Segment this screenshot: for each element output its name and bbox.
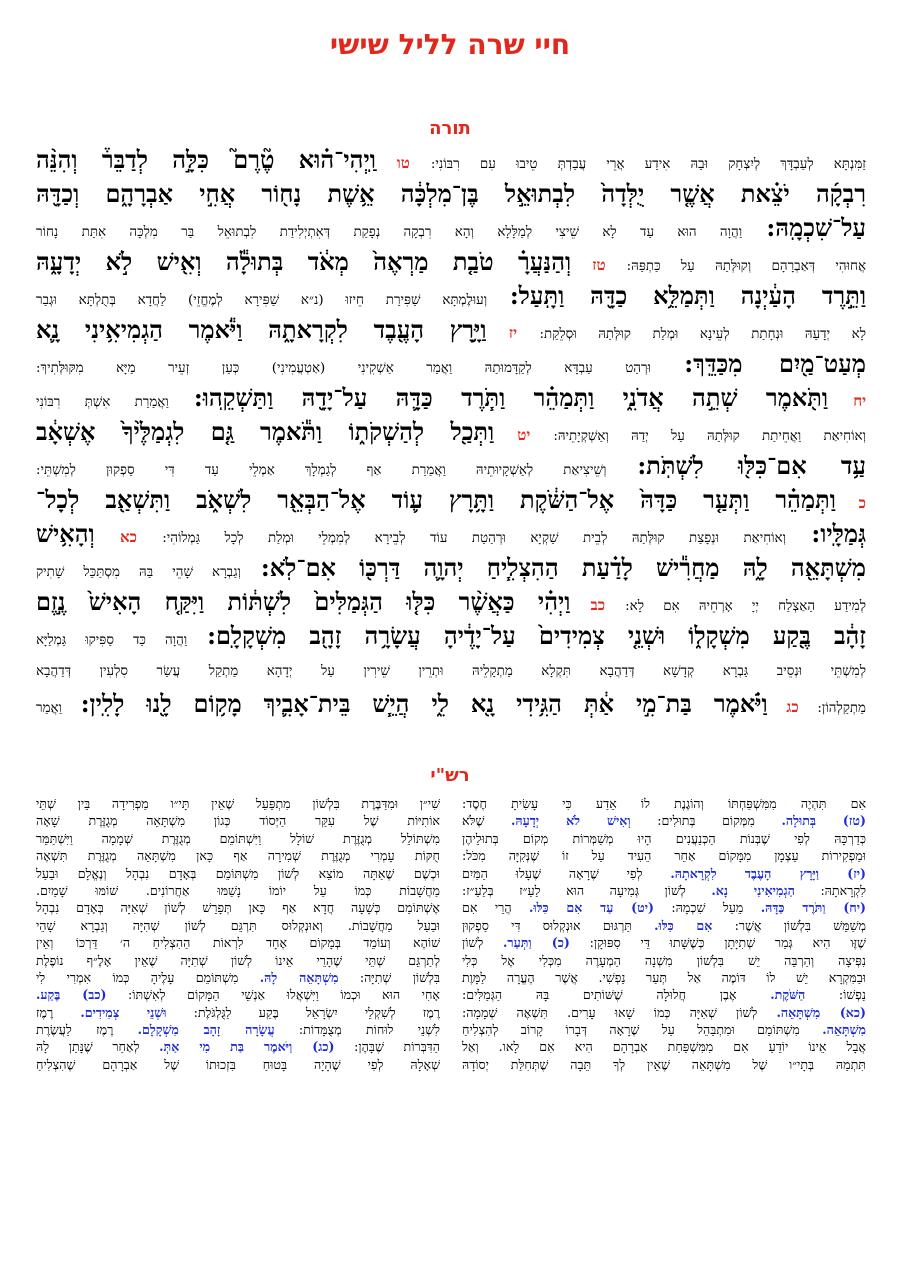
rashi-text: לְשׁוֹן שְׁאִיָּה כְּמוֹ שָׁאוּ עָרִים. תִּשְׁאֶה שְׁמָמָה: xyxy=(462,1004,758,1020)
torah-text: מַתְקַלְהוֹן: xyxy=(817,701,866,716)
torah-text: וְהָאִ֥ישׁ xyxy=(36,519,95,548)
torah-text: וּרְהַט עַבְדָּא לְקַדָּמוּתַהּ וַאֲמַר אַשְׁקִינִי (אַטְעֲמִינִי) כְּעַן זְעֵיר מַיָּא מִקּוּלְּתִיךְ: xyxy=(36,361,651,376)
rashi-text: שֶׁלֹּא xyxy=(462,813,485,829)
rashi-text: מִשְׁתּוֹלֵל מְגֻזֶּרֶת שׁוֹלָל וַיִּשְׁתּוֹמֵם מְגֻזֶּרֶת שְׁמָמָה וַיִּשְׁתַּמֵּר xyxy=(36,830,440,846)
verse-number: טז xyxy=(592,256,606,274)
torah-text: אֲחוּהִי דְּאַבְרָהָם וְקוּלְּתַהּ עַל כַּתְפַּהּ: xyxy=(626,259,866,274)
rashi-line xyxy=(36,1004,440,1021)
rashi-line xyxy=(36,830,440,847)
torah-text: וַאֲמַר xyxy=(36,701,62,716)
torah-line xyxy=(36,279,866,313)
rashi-line xyxy=(36,1021,440,1038)
torah-text: וַתְּמַהֵ֗ר וַתְּעַ֤ר כַּדָּהּ֙ אֶל־הַשֹּׁ֔קֶת וַתָּ֥רָץ ע֛וֹד אֶל־הַבְּאֵ֖ר לִשְׁאֹ֑ב וַתִּשְׁאַ֖ב לְכָל־ xyxy=(36,485,836,514)
torah-text: וַיָּ֥רָץ הָעֶ֖בֶד לִקְרָאתָ֑הּ וַיֹּ֕אמֶר הַגְמִיאִ֥ינִי נָ֛א xyxy=(36,315,487,344)
rashi-keyword: (טז) בְּתוּלָה. xyxy=(781,813,866,829)
rashi-line xyxy=(462,865,866,882)
rashi-keyword: (יז) וַיָּרָץ הָעֶבֶד לִקְרָאתָהּ. xyxy=(670,865,866,881)
rashi-keyword: וְאִישׁ לֹא יְדָעָהּ. xyxy=(510,813,631,829)
verse-number: כג xyxy=(786,698,799,716)
torah-text: וְעוּלֶמְתָּא שַׁפִּירַת חֵיזוּ (נ״א שַׁפִּירָא לְמֶחֱזֵי) לַחֲדָא בְּתֻלְתָּא וּגְבַר xyxy=(36,293,488,308)
rashi-line xyxy=(36,795,440,812)
torah-text: וְשֵׁיצִיאַת לְאַשְׁקָיוּתֵיהּ וַאֲמַרַת אַף לְגַמְלָךְ אַמְלֵי עַד דִּי סַפְקוּן לְמִשְׁתֵּי: xyxy=(36,463,607,478)
rashi-text: לְפִי שֶׁרָאָה שֶׁעָלוּ הַמַּיִם xyxy=(462,865,643,881)
rashi-line xyxy=(462,812,866,829)
torah-line xyxy=(36,143,866,177)
rashi-keyword: (כא) מִשְׁתָּאֵה. xyxy=(776,1004,866,1020)
rashi-keyword: (כג) וַיֹּאמֶר בַּת מִי אַתְּ. xyxy=(159,1039,335,1055)
rashi-keyword: הַגְמִיאִינִי נָא. xyxy=(711,882,795,898)
rashi-keyword: (כב) בֶּקַע. xyxy=(36,987,107,1003)
torah-line xyxy=(36,483,866,517)
rashi-line xyxy=(462,986,866,1003)
rashi-line xyxy=(36,1056,440,1073)
verse-number: יט xyxy=(517,426,531,444)
rashi-line xyxy=(462,882,866,899)
rashi-line xyxy=(36,952,440,969)
rashi-line xyxy=(462,1004,866,1021)
rashi-text: אוֹתִיּוֹת שֶׁל עִקַּר הַיְּסוֹד כְּגוֹן מִשְׁתָּאֵה מְגֻזֶּרֶת שָׁאָה xyxy=(36,813,440,829)
rashi-keyword: וּשְׁנֵי צְמִידִים. xyxy=(80,1004,167,1020)
torah-line xyxy=(36,687,866,721)
verse-number: כא xyxy=(119,528,137,546)
rashi-column-right xyxy=(462,795,866,1073)
rashi-text: לְשׁוֹן xyxy=(462,935,484,951)
rashi-line xyxy=(36,847,440,864)
rashi-text: לִקְרָאתָהּ: xyxy=(820,882,866,898)
rashi-text: רֶמֶז לַעֲשֶׂרֶת xyxy=(36,1022,114,1038)
torah-text: לְמִידַע הַאַצְלַח יְיָ אָרְחֵיהּ אִם לָא: xyxy=(625,599,866,614)
torah-text: וַיֹּ֗אמֶר בַּת־מִ֣י אַ֔תְּ הַגִּ֥ידִי נָ֖א לִ֑י הֲיֵ֧שׁ בֵּית־אָבִ֛יךְ מָק֥וֹם לָ֖נוּ לָלִֽין: xyxy=(80,689,768,718)
page-title: חיי שרה לליל שישי xyxy=(329,28,571,61)
rashi-text: שׁוֹהֶא וְעוֹמֵד בְּמָקוֹם אֶחָד לִרְאוֹת הַהִצְלִיחַ ה׳ דַּרְכּוֹ וְאֵין xyxy=(36,935,440,951)
rashi-text: לְתַרְגֵּם שְׁתֵּי שֶׁהָרֵי אֵינוֹ לְשׁוֹן שְׁתִיָּה שֶׁאֵין אָלֶ״ף נוֹפֶלֶת xyxy=(36,952,440,968)
rashi-line xyxy=(462,952,866,969)
rashi-text: שֶׁזֶּו הִיא גְּמַר שְׁתִיָּתָן כְּשֶׁשָּׁתוּ דֵּי סִפּוּקָן: xyxy=(589,935,866,951)
rashi-keyword: (יח) וַתֹּרֶד כַּדָּהּ. xyxy=(760,900,866,916)
rashi-text: מִשְׁתּוֹמֵם וּמִתְבַּהֵל עַל שֶׁרָאָה דְּבָרוֹ קָרוֹב לְהִצְלִיחַ xyxy=(462,1022,800,1038)
rashi-text: הֲרֵי אִם xyxy=(462,900,512,916)
torah-text: וְהַנַּעֲרָ֗ טֹבַ֤ת מַרְאֶה֙ מְאֹ֔ד בְּתוּלָ֕ה וְאִ֖ישׁ לֹ֣א יְדָעָ֑הּ xyxy=(36,247,572,276)
rashi-text: לְאַחַר שֶׁנָּתַן לָהּ xyxy=(36,1039,140,1055)
rashi-text: נַפְשׁוֹ: xyxy=(838,987,866,1003)
torah-text: זָהָ֔ב בֶּ֖קַע מִשְׁקָל֑וֹ וּשְׁנֵ֤י צְמִידִים֙ עַל־יָדֶ֔יהָ עֲשָׂרָ֥ה זָהָ֖ב מִשְׁקָלָֽם: xyxy=(207,621,866,650)
rashi-keyword: הַשֹּׁקֶת. xyxy=(770,987,806,1003)
rashi-text: אֶשְׁתּוֹמַם כְּשָׁעָה חֲדָא אַף כָּאן תְּפָרֵשׁ לְשׁוֹן שְׁאִיָּה בְּאָדָם נִבְהָל xyxy=(36,900,440,916)
rashi-text: שְׁאָלָהּ לְפִי שֶׁהָיָה בָּטוּחַ בִּזְכוּתוֹ שֶׁל אַבְרָהָם שֶׁהִצְלִיחַ xyxy=(36,1056,440,1072)
rashi-text: תַּרְגּוּם אוּנְקְלוּס דִּי סַפְקוּן xyxy=(462,917,632,933)
torah-text: וְאוֹחִיאַת וַאֲחֵיתַת קוּלְּתַהּ עַל יְדַהּ וְאַשְׁקְיָתֵיהּ: xyxy=(553,429,866,444)
torah-text: לְמִשְׁתֵּי וּנְסֵיב גַּבְרָא קְדָשָׁא דְּדַהֲבָא תִּקְלָא מַתְקָלֵיהּ וּתְרֵין שֵׁירִין עַל יְדָהָא מַתְקַל עֲשַׂר סִלְעִין דְּדַהֲבָא xyxy=(36,664,866,679)
rashi-text: לְשׁוֹן גְּמִיעָה הוּא לַעַ״ז בְּלַעַ״ז: xyxy=(462,882,686,898)
torah-text: וַיְהִ֗י כַּאֲשֶׁ֨ר כִּלּ֤וּ הַגְּמַלִּים֙ לִשְׁתּ֔וֹת וַיִּקַּ֤ח הָאִישׁ֙ נֶ֣זֶם xyxy=(36,587,571,616)
torah-text: וְגַבְרָא שָׁהֵי בַּהּ מִסְתַּכַּל שָׁתִיק xyxy=(36,565,241,580)
rashi-keyword: מִשְׁתָּאֵה. xyxy=(822,1022,866,1038)
torah-text: עַ֥ד אִם־כִּלּ֖וּ לִשְׁתֹּֽת: xyxy=(637,451,866,480)
rashi-keyword: מִשְׁתָּאֵה לָהּ. xyxy=(259,969,339,985)
rashi-line xyxy=(462,1021,866,1038)
rashi-text: תִּתְמַהּ בְּתָי״ו שֶׁל מִשְׁתָּאֵה שֶׁאֵין לְךָ תֵּבָה שֶׁתְּחִלַּת יְסוֹדָהּ xyxy=(462,1056,866,1072)
rashi-text: חֻקּוֹת עָמְרִי מְגֻזֶּרֶת שְׁמִירָה אַף כָּאן מִשְׁתָּאֵה מְגֻזֶּרֶת תִּשְׁאֶה xyxy=(36,848,440,864)
torah-text-block xyxy=(36,143,866,721)
rashi-text: כְּדַרְכָּהּ לְפִי שֶׁבְּנוֹת הַכְּנַעֲנִים הָיוּ מְשַׁמְּרוֹת מְקוֹם בְּתוּלֵיהֶן xyxy=(462,830,866,846)
rashi-text: שִׁי״ן וּמִדַּבֶּרֶת בִּלְשׁוֹן מִתְפַּעֵל שֶׁאֵין תָּי״ו מַפְרִידָה בֵּין שְׁתֵּי xyxy=(36,796,440,811)
torah-text: רִבְקָ֜ה יֹצֵ֗את אֲשֶׁ֤ר יֻלְּדָה֙ לִבְתוּאֵ֣ל בֶּן־מִלְכָּ֔ה אֵ֥שֶׁת נָח֖וֹר אֲחִ֣י אַבְרָהָ֑ם וְכַדָּ֖הּ xyxy=(36,179,866,208)
rashi-text: רֶמֶז xyxy=(36,1004,54,1020)
rashi-text: רֶמֶז לְשִׁקְלֵי יִשְׂרָאֵל בֶּקַע לַגֻּלְגֹּלֶת: xyxy=(193,1004,440,1020)
torah-text: זַמִּנְתָּא לְעַבְדָּךְ לְיִצְחָק וּבַהּ אִידַע אֲרֵי עֲבַדְתְּ טֵיבוּ עִם רִבּוֹנִי: xyxy=(430,157,866,172)
torah-text: וְאוֹחִיאַת וּנְפָצַת קוּלְּתַהּ לְבֵית שַׁקְיָא וּרְהַטַת עוֹד לְבֵירָא לְמִמְלֵי וּמְלַת לְכָל גַּמְלוֹהִי: xyxy=(162,531,787,546)
rashi-text: וּבַמִּקְרָא יֵשׁ לוֹ דּוֹמֶה אַל תְּעַר נַפְשִׁי. אֲשֶׁר הֶעֱרָה לַמָּוֶת xyxy=(462,969,866,985)
torah-text: וַאֲמַרַת אִשְׁתְּ רִבּוֹנִי xyxy=(36,395,169,410)
rashi-text: מְשַׁמֵּשׁ בִּלְשׁוֹן אֲשֶׁר: xyxy=(734,917,866,933)
rashi-line xyxy=(36,882,440,899)
rashi-keyword: אִם כִּלּוּ. xyxy=(654,917,713,933)
verse-number: כ xyxy=(858,494,866,512)
torah-line xyxy=(36,585,866,619)
torah-line xyxy=(36,517,866,551)
torah-line xyxy=(36,347,866,381)
rashi-keyword: (יט) עַד אִם כִּלּוּ. xyxy=(528,900,654,916)
rashi-text: אֲבָל אֵינוֹ יוֹדֵעַ אִם מִמִּשְׁפַּחַת אַבְרָהָם הִיא אִם לָאו. וְאַל xyxy=(462,1039,866,1055)
torah-text: מְעַט־מַ֖יִם מִכַּדֵּֽךְ: xyxy=(684,349,866,378)
rashi-keyword: עֲשָׂרָה זָהָב מִשְׁקָלָם. xyxy=(137,1022,275,1038)
torah-line xyxy=(36,619,866,653)
torah-text: וַתְּכַ֖ל לְהַשְׁקֹת֑וֹ וַתֹּ֕אמֶר גַּ֤ם לִגְמַלֶּ֙יךָ֙ אֶשְׁאָ֔ב xyxy=(36,417,495,446)
rashi-text: וּבַעַל מַחֲשָׁבוֹת. וְאוּנְקְלוּס תִּרְגֵּם לְשׁוֹן שְׁהִיָּה וְגַבְרָא שָׁהֵי xyxy=(36,917,440,933)
rashi-line xyxy=(462,934,866,951)
verse-number: יח xyxy=(853,392,866,410)
rashi-line xyxy=(36,865,440,882)
rashi-text: מַחֲשָׁבוֹת כְּמוֹ עַל יוֹמוֹ נָשַׁמּוּ אַחֲרוֹנִים. שׁוֹמּוּ שָׁמַיִם. xyxy=(36,882,440,898)
torah-line xyxy=(36,313,866,347)
verse-number: יז xyxy=(508,324,518,342)
torah-text: גְּמַלָּֽיו: xyxy=(811,519,866,548)
torah-line xyxy=(36,653,866,687)
torah-section-title: תורה xyxy=(429,118,471,139)
torah-text: וַֽיְהִי־ה֗וּא טֶ֘רֶם֮ כִּלָּ֣ה לְדַבֵּר֒ וְהִנֵּ֨ה xyxy=(36,145,376,174)
rashi-text: מִמְּקוֹם בְּתוּלִים: xyxy=(657,813,755,829)
rashi-text: מֵעַל שִׁכְמָהּ: xyxy=(671,900,744,916)
rashi-line xyxy=(36,934,440,951)
torah-text: וַתֵּ֣רֶד הָעַ֔יְנָה וַתְּמַלֵּ֥א כַדָּ֖הּ וַתָּֽעַל: xyxy=(509,281,866,310)
rashi-line xyxy=(36,899,440,916)
rashi-line xyxy=(36,986,440,1003)
torah-line xyxy=(36,211,866,245)
torah-text: לָא יְדָעַהּ וּנְחָתַת לְעֵינָא וּמְלַת קוּלְּתַהּ וּסְלֵקַת: xyxy=(539,327,866,342)
torah-text: עַל־שִׁכְמָֽהּ: xyxy=(766,213,866,242)
torah-line xyxy=(36,449,866,483)
torah-text: מִשְׁתָּאֵ֖ה לָ֑הּ מַחֲרִ֕ישׁ לָדַ֗עַת הַהִצְלִ֧יחַ יְהוָ֛ה דַּרְכּ֖וֹ אִם־לֹֽא: xyxy=(260,553,866,582)
rashi-text: אָחִי הוּא וּכְמוֹ וַיִּשְׁאֲלוּ אַנְשֵׁי הַמָּקוֹם לְאִשְׁתּוֹ: xyxy=(128,987,440,1003)
rashi-column-left xyxy=(36,795,440,1073)
torah-line xyxy=(36,551,866,585)
rashi-line xyxy=(462,1056,866,1073)
rashi-line xyxy=(462,899,866,916)
torah-line xyxy=(36,245,866,279)
rashi-line xyxy=(462,969,866,986)
rashi-keyword: (כ) וַתְּעַר. xyxy=(503,935,570,951)
rashi-text: וּכְשֶׁם שֶׁאַתָּה מוֹצֵא לְשׁוֹן מִשְׁתּוֹמֵם בְּאָדָם נִבְהָל וְנֶאֱלָם וּבַעַל xyxy=(36,865,440,881)
verse-number: טו xyxy=(396,154,410,172)
rashi-section-title: רש"י xyxy=(430,765,470,786)
rashi-line xyxy=(36,1038,440,1055)
rashi-text: נִפְּיצָה וְהַרְבֵּה יֵשׁ בִּלְשׁוֹן מִשְׁנָה הַמְעָרֶה מִכְּלִי אֶל כְּלִי xyxy=(462,952,866,968)
rashi-text: מִשְׁתּוֹמֵם עָלֶיהָ כְּמוֹ אִמְרִי לִי xyxy=(36,969,239,985)
rashi-line xyxy=(462,795,866,812)
rashi-text: וּמַפְקִירוֹת עַצְמָן מִמָּקוֹם אַחֵר הֵעִיד עַל זוֹ שֶׁנְּקִיָּה מִכֹּל: xyxy=(462,848,866,864)
rashi-text: בִּלְשׁוֹן שְׁתִיָּה: xyxy=(359,969,440,985)
rashi-line xyxy=(462,847,866,864)
torah-text: וַהֲוָה כַּד סַפִּיקוּ גַּמְלַיָּא xyxy=(36,633,188,648)
verse-number: כב xyxy=(590,596,606,614)
torah-line xyxy=(36,415,866,449)
rashi-line xyxy=(462,830,866,847)
rashi-text: לִשְׁנֵי לוּחוֹת מְצֻמָּדוֹת: xyxy=(298,1022,440,1038)
rashi-line xyxy=(36,969,440,986)
rashi-line xyxy=(36,917,440,934)
torah-line xyxy=(36,177,866,211)
rashi-line xyxy=(462,917,866,934)
torah-line xyxy=(36,381,866,415)
torah-text: וַתֹּ֖אמֶר שְׁתֵ֣ה אֲדֹנִ֑י וַתְּמַהֵ֗ר וַתֹּ֧רֶד כַּדָּ֛הּ עַל־יָדָ֖הּ וַתַּשְׁקֵֽהוּ: xyxy=(193,383,829,412)
rashi-text: הַדִּבְּרוֹת שֶׁבָּהֶן: xyxy=(354,1039,440,1055)
rashi-line xyxy=(36,812,440,829)
rashi-text: אֶבֶן חֲלוּלָה שֶׁשּׁוֹתִים בָּהּ הַגְּמַלִּים: xyxy=(462,987,737,1003)
torah-text: וַהֲוָה הוּא עַד לָא שֵׁיצִי לְמַלָּלָא וְהָא רִבְקָה נְפָקַת דְּאִתְיְלִידַת לִבְתוּאֵל בַּר מִלְכָּה אִתַּת נָחוֹר xyxy=(36,225,743,240)
rashi-line xyxy=(462,1038,866,1055)
rashi-text: אִם תִּהְיֶה מִמִּשְׁפַּחְתּוֹ וְהוֹגֶנֶת לוֹ אֵדַע כִּי עָשִׂיתָ חֶסֶד: xyxy=(462,796,866,811)
